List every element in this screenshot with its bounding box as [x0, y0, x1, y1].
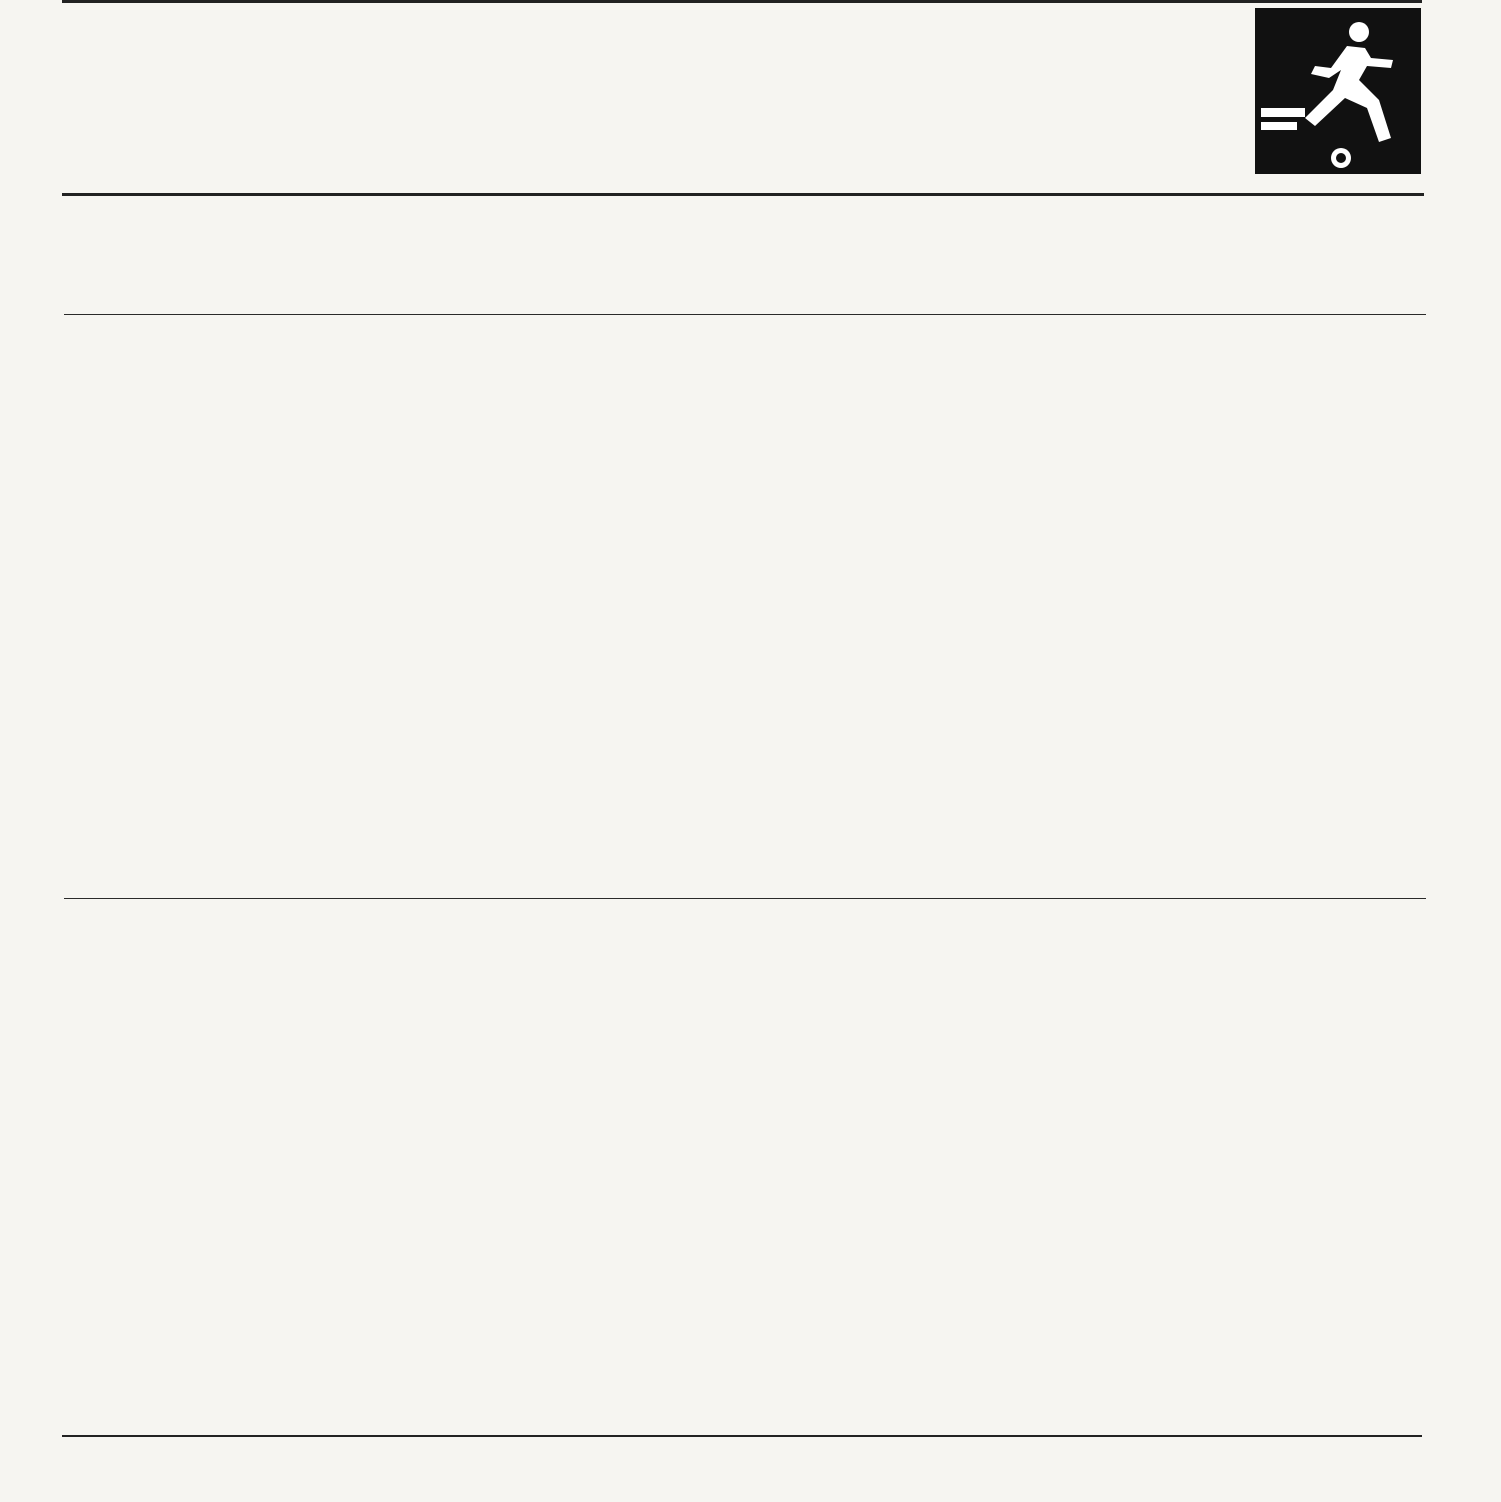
top-rule — [62, 0, 1422, 3]
soccer-player-icon — [1255, 8, 1421, 174]
section-halls — [64, 274, 1426, 315]
section-fields — [64, 858, 1426, 899]
bottom-rule — [62, 1435, 1422, 1437]
title-rule — [62, 193, 1424, 196]
